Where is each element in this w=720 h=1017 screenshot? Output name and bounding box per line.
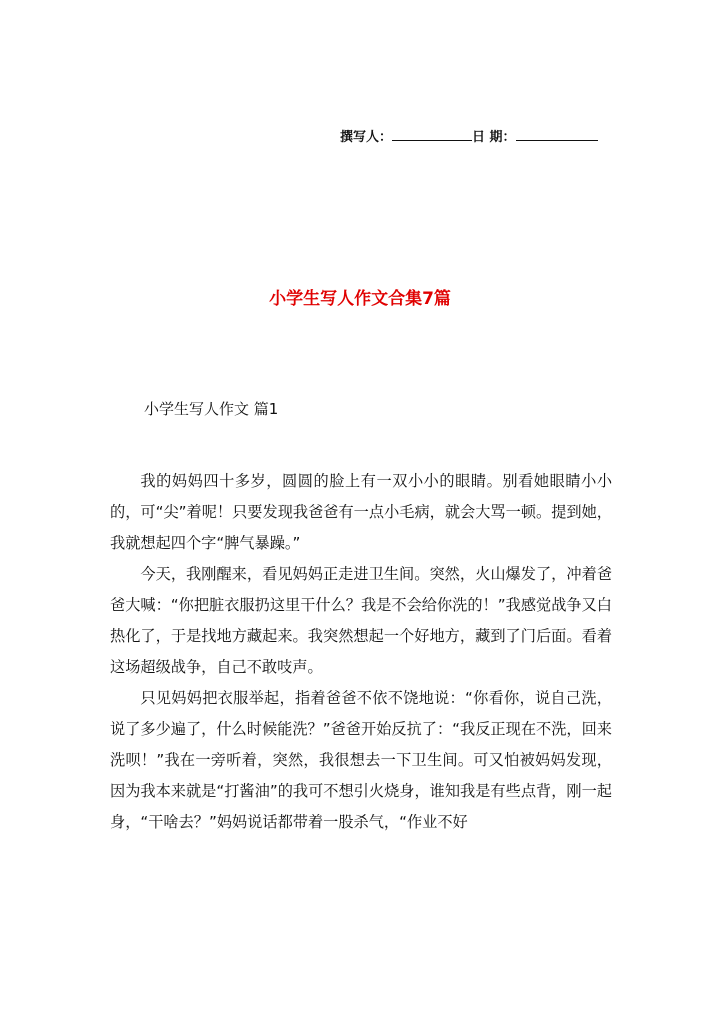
author-blank-line bbox=[392, 128, 472, 141]
author-label: 撰写人： bbox=[340, 130, 393, 145]
paragraph-3: 只见妈妈把衣服举起，指着爸爸不依不饶地说：“你看你，说自己洗，说了多少遍了，什么时候能洗？”爸爸开始反抗了：“我反正现在不洗，回来洗呗！”我在一旁听着，突然，我很想去一下卫生间。可又怕被妈妈发现，因为我本来就是“打酱油”的我可不想引火烧身，谁知我是有些点背，刚一起身，“干啥去？”妈妈说话都带着一股杀气，“作业不好 bbox=[110, 689, 612, 831]
section-heading: 小学生写人作文 篇1 bbox=[144, 400, 279, 418]
article-body bbox=[110, 466, 612, 838]
document-header bbox=[340, 126, 620, 145]
date-blank-line bbox=[516, 128, 598, 141]
date-label: 日 期： bbox=[472, 130, 516, 145]
paragraph-1: 我的妈妈四十多岁，圆圆的脸上有一双小小的眼睛。别看她眼睛小小的，可“尖”着呢！只要发现我爸爸有一点小毛病，就会大骂一顿。提到她，我就想起四个字“脾气暴躁。” bbox=[110, 472, 612, 552]
paragraph-2: 今天，我刚醒来，看见妈妈正走进卫生间。突然，火山爆发了，冲着爸爸大喊：“你把脏衣服扔这里干什么？我是不会给你洗的！”我感觉战争又白热化了，于是找地方藏起来。我突然想起一个好地方，藏到了门后面。看着这场超级战争，自己不敢吱声。 bbox=[110, 565, 612, 676]
document-title: 小学生写人作文合集7篇 bbox=[269, 289, 451, 309]
